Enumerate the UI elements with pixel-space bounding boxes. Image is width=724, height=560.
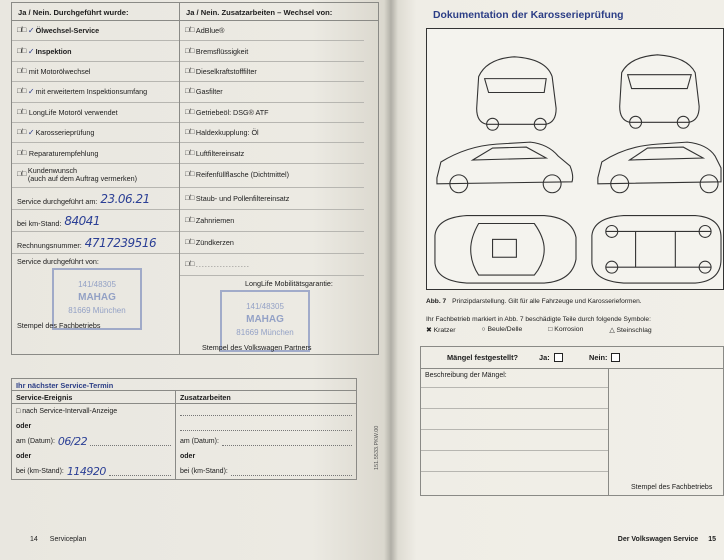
extra-item[interactable]: □/□ .................. [180,254,364,276]
checklist-item[interactable]: □/□ mit Motorölwechsel [12,62,179,82]
description-label: Beschreibung der Mängel: [425,372,507,379]
extra-item[interactable]: □/□ Luftfiltereinsatz [180,143,364,163]
checklist-item[interactable]: □/□ ✓ Ölwechsel-Service [12,21,179,41]
service-date-field[interactable]: Service durchgeführt am: 23.06.21 [12,188,179,210]
car-outline-drawing [427,29,723,289]
service-date-value: 23.06.21 [100,191,150,206]
next-date-value: 06/22 [57,435,88,448]
extra-item[interactable]: □/□ Gasfilter [180,82,364,102]
checklist-item[interactable]: □/□ ✓ Inspektion [12,41,179,61]
service-by-box: Service durchgeführt von: 141/48305 MAHAG 81669 München Stempel des Fachbetriebs [12,254,179,332]
figure-caption: Abb. 7 Prinzipdarstellung. Gilt für alle Fahrzeuge und Karosserieformen. [426,298,642,305]
page-title: Dokumentation der Karosserieprüfung [433,10,624,21]
symbol-stone-chip: △ Steinschlag [609,327,652,334]
right-page [390,0,724,560]
km-field[interactable]: bei km-Stand: 84041 [12,210,179,232]
brand-name: Der Volkswagen Service [617,536,699,543]
extra-item[interactable]: □/□ Zündkerzen [180,232,364,254]
extra-item[interactable]: □/□ Dieselkraftstofffilter [180,62,364,82]
extra-item[interactable]: □/□ AdBlue® [180,21,364,41]
done-header: Ja / Nein. Durchgeführt wurde: [12,3,180,20]
done-column [12,21,180,354]
defects-yes[interactable]: Ja: [539,353,589,362]
right-date-field[interactable]: am (Datum): [176,434,356,449]
invoice-field[interactable]: Rechnungsnummer: 4717239516 [12,232,179,254]
marking-instruction: Ihr Fachbetrieb markiert in Abb. 7 beschädigte Teile durch folgende Symbole: [426,316,651,323]
next-service-title: Ihr nächster Service-Termin [12,379,356,391]
partner-stamp: 141/48305 MAHAG 81669 München [220,290,310,352]
event-header: Service-Ereignis [12,391,175,404]
next-km-field[interactable]: bei (km-Stand): 114920 [12,464,175,479]
description-line[interactable] [421,471,608,492]
invoice-value: 4717239516 [84,235,157,250]
page-number: 15 [708,536,716,543]
defects-no[interactable]: Nein: [589,353,637,362]
defects-question: Mängel festgestellt? [447,353,519,362]
damage-symbol-legend [426,326,724,334]
next-date-field[interactable]: am (Datum): 06/22 [12,434,175,449]
right-km-field[interactable]: bei (km-Stand): [176,464,356,479]
car-body-diagram[interactable] [426,28,724,290]
by-display-option[interactable]: □ nach Service-Intervall-Anzeige [16,408,118,415]
defects-box [420,346,724,496]
description-line[interactable] [421,387,608,408]
checklist-item[interactable]: □/□ ✓ mit erweitertem Inspektionsumfang [12,82,179,102]
checklist-item[interactable]: □/□ LongLife Motoröl verwendet [12,103,179,123]
no-checkbox[interactable] [611,353,620,362]
customer-wish-item[interactable]: □/□ Kundenwunsch (auch auf dem Auftrag vermerken) [12,164,179,188]
section-name: Serviceplan [49,536,87,543]
symbol-scratch: ✖ Kratzer [426,327,456,334]
extra-item[interactable]: □/□ Staub- und Pollenfiltereinsatz [180,188,364,210]
extra-header: Ja / Nein. Zusatzarbeiten – Wechsel von: [186,8,333,17]
extra-item[interactable]: □/□ Haldexkupplung: Öl [180,123,364,143]
workshop-stamp-area[interactable] [609,369,723,495]
form-code: 151.5533.PKW.00 [374,425,380,470]
extra-work-header: Zusatzarbeiten [176,391,356,404]
description-line[interactable] [421,408,608,429]
next-service-box: Ihr nächster Service-Termin Service-Ereignis □ nach Service-Intervall-Anzeige oder am (Datum): 06/22 oder bei (km-Stand): 114920 Zusatzarbeiten am (Datum): oder bei (km-Stand): [11,378,357,480]
checklist-item[interactable]: □/□ ✓ Karosserieprüfung [12,123,179,143]
mobility-guarantee-box: LongLife Mobilitätsgarantie: 141/48305 MAHAG 81669 München Stempel des Volkswagen Partners [202,278,333,352]
description-line[interactable] [421,429,608,450]
extra-column [180,21,364,354]
symbol-corrosion: □ Korrosion [548,326,584,333]
service-checklist [11,2,379,355]
km-value: 84041 [64,213,101,228]
extra-item[interactable]: □/□ Reifenfüllflasche (Dichtmittel) [180,164,364,188]
right-footer [608,536,716,543]
extra-item[interactable]: □/□ Bremsflüssigkeit [180,41,364,61]
extra-item[interactable]: □/□ Zahnriemen [180,210,364,232]
workshop-stamp-label: Stempel des Fachbetriebs [631,484,713,491]
next-km-value: 114920 [66,465,106,478]
checklist-item[interactable]: □/□ Reparaturempfehlung [12,143,179,163]
dealer-stamp: 141/48305 MAHAG 81669 München [52,268,142,330]
left-footer [30,536,98,543]
extra-item[interactable]: □/□ Getriebeöl: DSG® ATF [180,103,364,123]
symbol-dent: ○ Beule/Delle [481,326,523,333]
page-number: 14 [30,536,38,543]
description-line[interactable] [421,450,608,471]
yes-checkbox[interactable] [554,353,563,362]
